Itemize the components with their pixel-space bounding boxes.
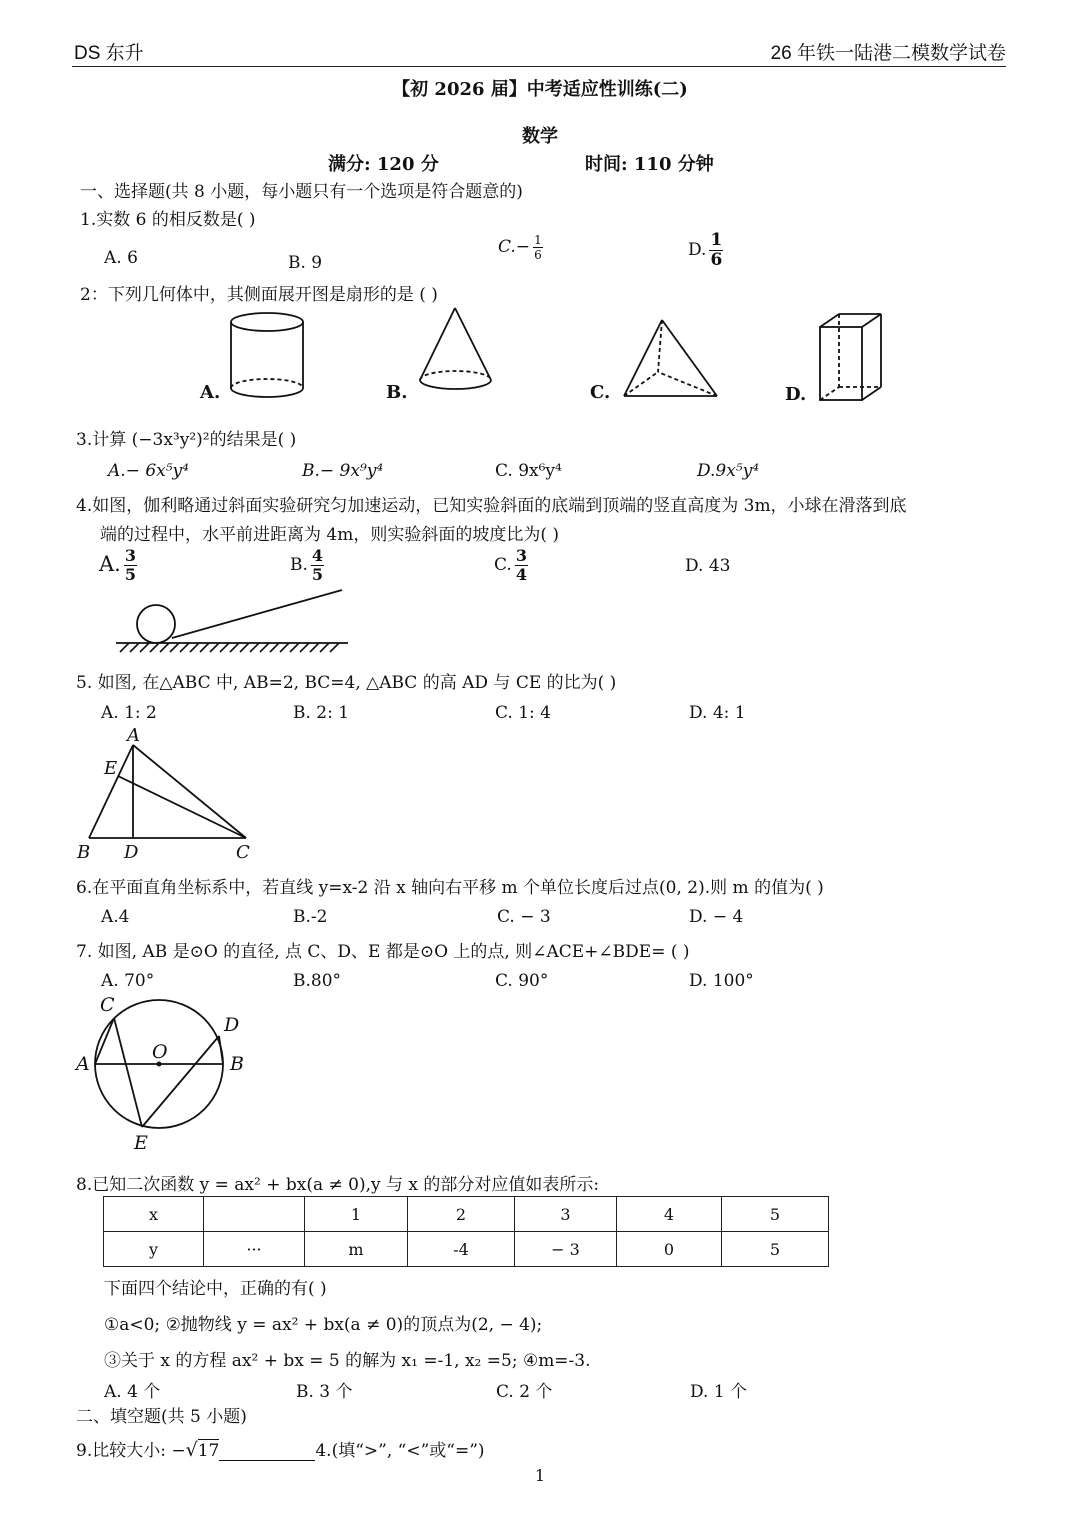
label-e: E [104, 758, 118, 779]
q7-option-b: B.80° [293, 971, 342, 991]
q2-label-a: A. [200, 382, 221, 403]
q8-option-c: C. 2 个 [496, 1382, 553, 1402]
q2-label-d: D. [785, 384, 807, 405]
exam-subject: 数学 [522, 126, 558, 147]
q5-option-d: D. 4: 1 [689, 703, 746, 723]
q7-option-d: D. 100° [689, 971, 754, 991]
table-cell: 4 [617, 1197, 722, 1232]
q1-option-d: D. $\frac{1}{6}$ [688, 230, 723, 270]
question-3: 3.计算 (−3x³y²)²的结果是( ) [76, 430, 297, 450]
q4-option-b: B. $\frac{4}{5}$ [290, 546, 324, 584]
q5-option-c: C. 1: 4 [495, 703, 551, 723]
table-cell [204, 1197, 305, 1232]
label-c: C [100, 994, 115, 1016]
q8-conclusion-2: ③关于 x 的方程 ax² + bx = 5 的解为 x₁ =-1, x₂ =5; ④m=-3. [104, 1351, 591, 1371]
q7-option-c: C. 90° [495, 971, 549, 991]
table-cell: 0 [617, 1232, 722, 1267]
page-number: 1 [534, 1466, 546, 1485]
table-cell: -4 [408, 1232, 515, 1267]
table-cell: x [104, 1197, 204, 1232]
question-1: 1.实数 6 的相反数是( ) [80, 210, 256, 230]
q6-option-c: C. − 3 [497, 907, 551, 927]
question-7: 7. 如图, AB 是⊙O 的直径, 点 C、D、E 都是⊙O 上的点, 则∠ACE+∠BDE= ( ) [76, 942, 690, 962]
q6-option-a: A.4 [101, 907, 130, 927]
q4-option-c: C. $\frac{3}{4}$ [494, 546, 527, 584]
label-b: B [77, 842, 91, 863]
table-cell: ··· [204, 1232, 305, 1267]
table-cell: 5 [722, 1197, 829, 1232]
table-row [104, 1232, 829, 1267]
q3-option-a: A.− 6x⁵y⁴ [108, 461, 189, 481]
q5-option-a: A. 1: 2 [101, 703, 157, 723]
section-1-heading: 一、选择题(共 8 小题，每小题只有一个选项是符合题意的) [80, 182, 523, 202]
label-e: E [134, 1132, 148, 1154]
q8-option-a: A. 4 个 [104, 1382, 161, 1402]
q2-label-c: C. [590, 382, 611, 403]
q4-option-a: A. $\frac{3}{5}$ [99, 546, 136, 584]
exam-time: 时间: 110 分钟 [585, 154, 714, 175]
table-cell: 1 [305, 1197, 408, 1232]
table-cell: 3 [515, 1197, 617, 1232]
label-a: A [127, 725, 140, 746]
q5-option-b: B. 2: 1 [293, 703, 350, 723]
label-b: B [230, 1053, 244, 1075]
question-6: 6.在平面直角坐标系中，若直线 y=x-2 沿 x 轴向右平移 m 个单位长度后过点(0, 2).则 m 的值为( ) [76, 878, 824, 898]
q8-conclusion-1: ①a<0; ②抛物线 y = ax² + bx(a ≠ 0)的顶点为(2, − 4); [104, 1315, 543, 1335]
values-table [103, 1196, 829, 1267]
exam-title: 【初 2026 届】中考适应性训练(二) [392, 79, 688, 100]
table-cell: 2 [408, 1197, 515, 1232]
q3-option-b: B.− 9x⁹y⁴ [302, 461, 384, 481]
header-right: 26 年铁一陆港二模数学试卷 [770, 43, 1006, 64]
q3-option-d: D.9x⁵y⁴ [697, 461, 760, 481]
question-9: 9.比较大小: −√17 4.(填“>”, “<”或“=”) [76, 1439, 485, 1461]
q4-option-d: D. 43 [685, 556, 731, 576]
q1-option-a: A. 6 [104, 248, 138, 268]
q8-prompt: 下面四个结论中，正确的有( ) [104, 1279, 327, 1299]
table-cell: y [104, 1232, 204, 1267]
q6-option-b: B.-2 [293, 907, 328, 927]
q8-option-d: D. 1 个 [690, 1382, 748, 1402]
answer-blank[interactable] [219, 1442, 315, 1461]
q7-option-a: A. 70° [101, 971, 155, 991]
table-cell: 5 [722, 1232, 829, 1267]
q6-option-d: D. − 4 [689, 907, 744, 927]
question-2: 2：下列几何体中，其侧面展开图是扇形的是 ( ) [80, 285, 438, 305]
question-8: 8.已知二次函数 y = ax² + bx(a ≠ 0),y 与 x 的部分对应值如表所示: [76, 1175, 600, 1195]
header-left: DS 东升 [74, 43, 144, 64]
table-row [104, 1197, 829, 1232]
label-c: C [236, 842, 250, 863]
table-cell: − 3 [515, 1232, 617, 1267]
question-5: 5. 如图, 在△ABC 中, AB=2, BC=4, △ABC 的高 AD 与 CE 的比为( ) [76, 673, 617, 693]
exam-score: 满分: 120 分 [328, 154, 439, 175]
q3-option-c: C. 9x⁶y⁴ [495, 461, 562, 481]
label-d: D [124, 842, 139, 863]
table-cell: m [305, 1232, 408, 1267]
q1-option-b: B. 9 [288, 253, 323, 273]
label-d: D [224, 1014, 240, 1036]
question-4-line2: 端的过程中，水平前进距离为 4m，则实验斜面的坡度比为( ) [100, 525, 560, 545]
label-a: A [76, 1053, 90, 1075]
question-4-line1: 4.如图，伽利略通过斜面实验研究匀加速运动，已知实验斜面的底端到顶端的竖直高度为 3m，小球在滑落到底 [76, 496, 907, 516]
q2-label-b: B. [386, 382, 408, 403]
q8-option-b: B. 3 个 [296, 1382, 353, 1402]
q1-option-c: C.− $\frac{1}{6}$ [498, 233, 542, 262]
section-2-heading: 二、填空题(共 5 小题) [76, 1407, 247, 1427]
label-o: O [152, 1041, 168, 1063]
